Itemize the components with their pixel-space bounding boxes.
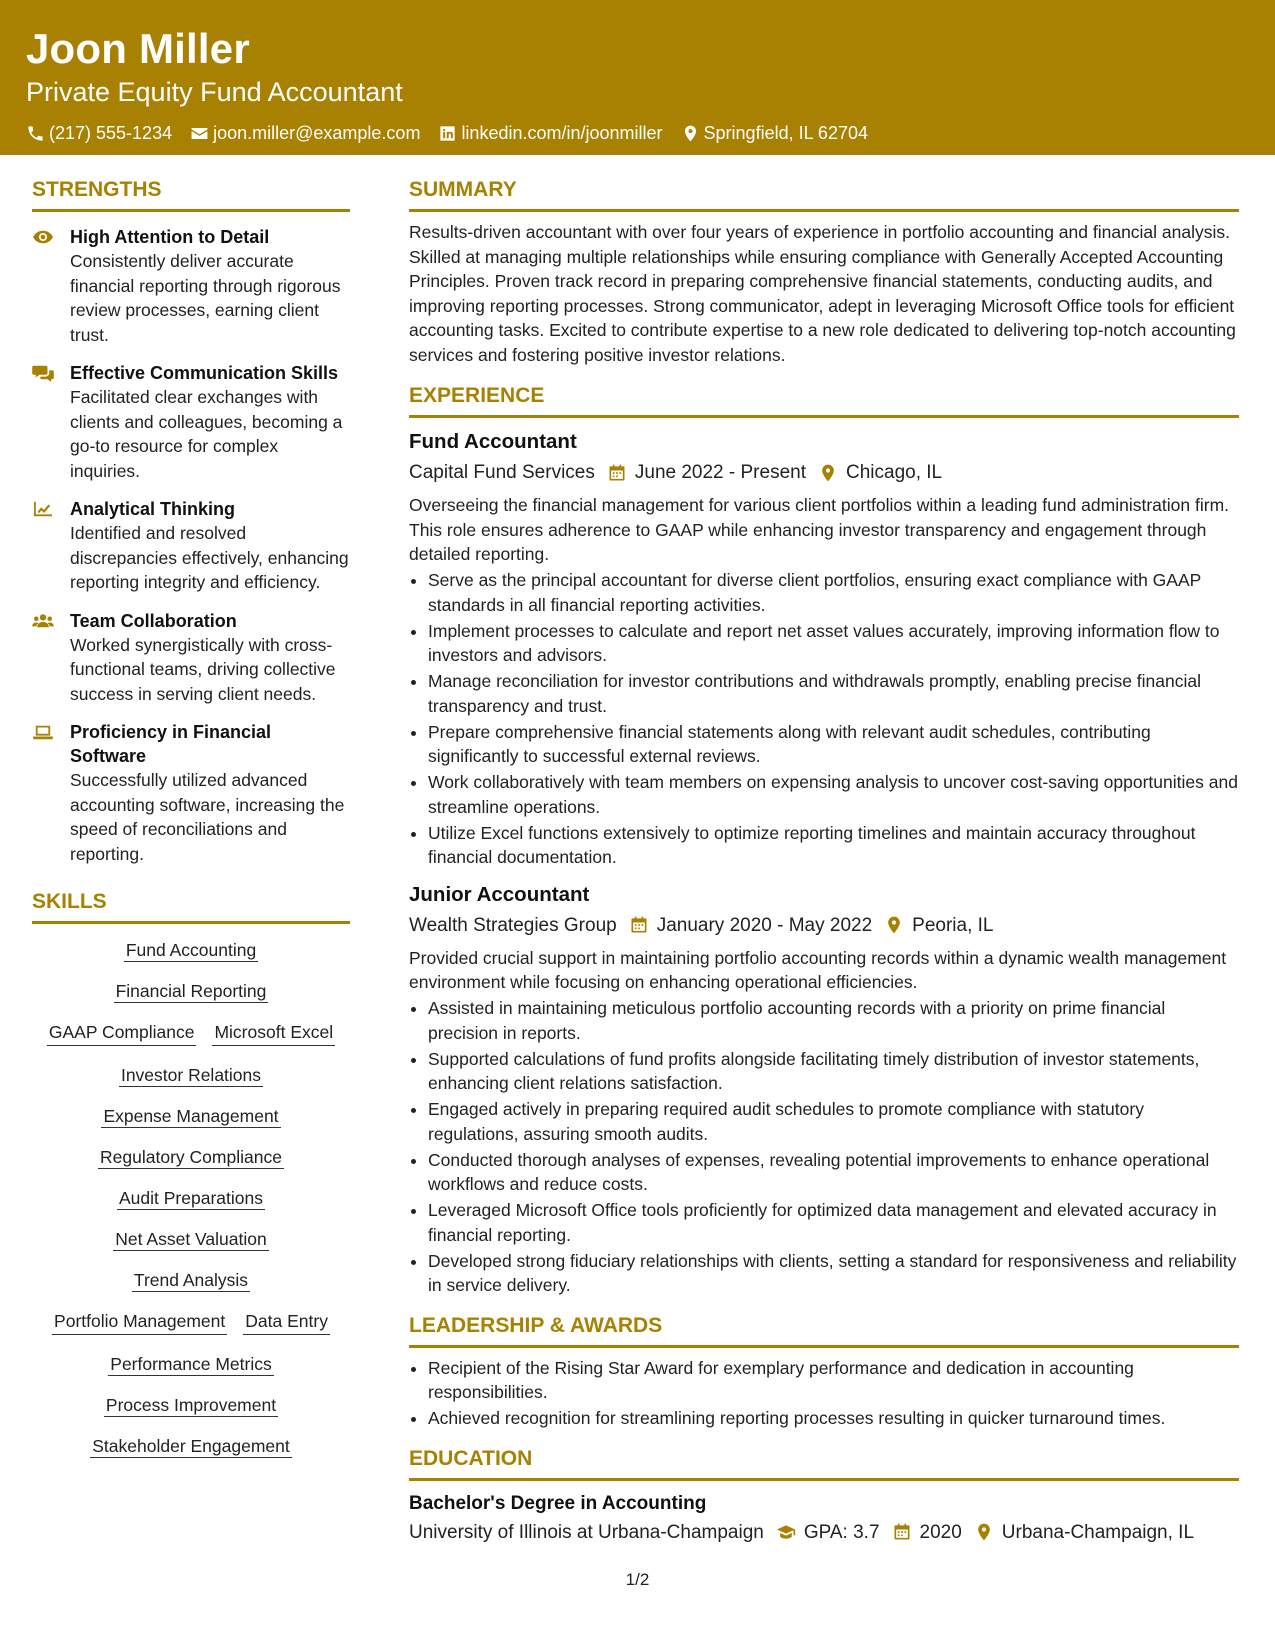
- skill-tag: Net Asset Valuation: [115, 1229, 267, 1249]
- strength-desc: Successfully utilized advanced accounting software, increasing the speed of reconciliations and reporting.: [70, 770, 345, 864]
- phone-icon: [26, 124, 45, 143]
- strength-title: Proficiency in Financial Software: [70, 722, 272, 766]
- education-meta: [409, 1519, 1239, 1546]
- users-icon: [32, 612, 54, 630]
- skill-row: [32, 1434, 350, 1458]
- skill-tag: Portfolio Management: [52, 1309, 227, 1335]
- envelope-icon: [190, 124, 209, 143]
- comments-icon: [32, 364, 54, 382]
- contact-location: [681, 121, 868, 145]
- job-entry: [409, 428, 1239, 870]
- job-bullet: • Work collaboratively with team members on expensing analysis to uncover cost-saving opportunities and streamline operations.: [428, 770, 1239, 819]
- job-bullet: • Manage reconciliation for investor contributions and withdrawals promptly, enabling precise financial transparency and trust.: [428, 669, 1239, 718]
- eye-icon: [32, 228, 54, 246]
- skill-tag: Investor Relations: [120, 1065, 262, 1085]
- skill-row: [32, 1352, 350, 1376]
- candidate-title: Private Equity Fund Accountant: [26, 77, 403, 107]
- right-column: [409, 176, 1239, 1546]
- calendar-icon: [892, 1522, 912, 1542]
- strength-desc: Facilitated clear exchanges with clients and colleagues, becoming a go-to resource for complex inquiries.: [70, 387, 343, 481]
- skill-row: [32, 1227, 350, 1251]
- job-bullet: • Utilize Excel functions extensively to optimize reporting timelines and maintain accuracy throughout financial documentation.: [428, 821, 1239, 870]
- contact-bar: [26, 121, 1275, 145]
- strength-title: Analytical Thinking: [70, 499, 236, 519]
- contact-linkedin[interactable]: [438, 121, 662, 145]
- candidate-name: Joon Miller: [26, 25, 250, 72]
- education-heading: EDUCATION: [409, 1445, 1239, 1481]
- job-bullet: • Leveraged Microsoft Office tools proficiently for optimized data management and elevated accuracy in financial reporting.: [428, 1198, 1239, 1247]
- job-bullet: • Supported calculations of fund profits alongside facilitating timely distribution of investor statements, enhancing client relations satisfaction.: [428, 1047, 1239, 1096]
- skill-row: [32, 1145, 350, 1169]
- job-bullet: • Implement processes to calculate and report net asset values accurately, improving information flow to investors and advisors.: [428, 619, 1239, 668]
- leadership-heading: LEADERSHIP & AWARDS: [409, 1312, 1239, 1348]
- strength-item: [32, 609, 350, 707]
- contact-phone: [26, 121, 172, 145]
- strength-item: [32, 720, 350, 866]
- job-bullet: • Conducted thorough analyses of expenses, revealing potential improvements to enhance operational workflows and reduce costs.: [428, 1148, 1239, 1197]
- skill-tag: GAAP Compliance: [47, 1020, 197, 1046]
- job-bullets: [428, 996, 1239, 1298]
- skill-tag: Expense Management: [103, 1106, 279, 1126]
- skill-tag: Stakeholder Engagement: [92, 1436, 290, 1456]
- skill-row: [32, 979, 350, 1003]
- leadership-list: [428, 1356, 1239, 1431]
- strengths-heading: STRENGTHS: [32, 176, 350, 212]
- strength-item: [32, 361, 350, 483]
- skills-heading: SKILLS: [32, 888, 350, 924]
- leadership-item: • Recipient of the Rising Star Award for exemplary performance and dedication in accounting responsibilities.: [428, 1356, 1239, 1405]
- skills-list: [32, 938, 350, 1458]
- graduation-cap-icon: [776, 1522, 796, 1542]
- contact-phone-text: (217) 555-1234: [49, 123, 173, 143]
- contact-email[interactable]: [190, 121, 420, 145]
- skill-row: [32, 938, 350, 962]
- education-year: 2020: [919, 1521, 962, 1543]
- strength-item: [32, 225, 350, 347]
- job-meta: [409, 459, 1239, 486]
- skill-tag: Performance Metrics: [110, 1354, 272, 1374]
- contact-linkedin-text[interactable]: linkedin.com/in/joonmiller: [461, 123, 663, 143]
- strength-title: Effective Communication Skills: [70, 363, 339, 383]
- skill-tag: Process Improvement: [105, 1395, 277, 1415]
- skill-tag: Trend Analysis: [133, 1270, 249, 1290]
- chart-line-icon: [32, 500, 54, 518]
- contact-email-text[interactable]: joon.miller@example.com: [213, 123, 421, 143]
- skill-tag: Financial Reporting: [115, 981, 267, 1001]
- linkedin-icon: [438, 124, 457, 143]
- skill-tag: Audit Preparations: [119, 1188, 263, 1208]
- job-bullet: • Assisted in maintaining meticulous portfolio accounting records with a priority on prime financial precision in reports.: [428, 996, 1239, 1045]
- experience-heading: EXPERIENCE: [409, 382, 1239, 418]
- summary-heading: SUMMARY: [409, 176, 1239, 212]
- job-company: Capital Fund Services: [409, 462, 595, 483]
- job-bullet: • Engaged actively in preparing required audit schedules to promote compliance with statutory regulations, assuring smooth audits.: [428, 1097, 1239, 1146]
- job-description: Provided crucial support in maintaining portfolio accounting records within a dynamic wealth management environment while focusing on enhancing operational efficiencies.: [409, 947, 1227, 992]
- summary-text: Results-driven accountant with over four years of experience in portfolio accounting and financial analysis. Skilled at managing multiple relationships while ensuring compliance with Generally Accepted Accounting Principles. Proven track record in preparing comprehensive financial statements, conducting audits, and improving reporting processes. Strong communicator, adept in leveraging Microsoft Office tools for efficient accounting tasks. Excited to contribute expertise to a new role dedicated to delivering top-notch accounting services and fostering positive investor relations.: [409, 222, 1236, 365]
- map-marker-icon: [681, 124, 700, 143]
- strength-desc: Worked synergistically with cross-functional teams, driving collective success in serving client needs.: [70, 634, 336, 704]
- skill-tag: Microsoft Excel: [212, 1020, 335, 1046]
- education-gpa: GPA: 3.7: [803, 1521, 880, 1543]
- job-location: Peoria, IL: [912, 914, 994, 936]
- skill-tag: Data Entry: [243, 1309, 330, 1335]
- education-location: Urbana-Champaign, IL: [1001, 1521, 1195, 1543]
- job-dates: June 2022 - Present: [634, 462, 806, 483]
- left-column: [32, 176, 350, 1458]
- job-title: Junior Accountant: [409, 882, 590, 906]
- job-bullet: • Serve as the principal accountant for diverse client portfolios, ensuring exact compliance with GAAP standards in all financial reporting activities.: [428, 568, 1239, 617]
- resume-header: [0, 0, 1275, 155]
- skill-tag: Fund Accounting: [125, 940, 257, 960]
- map-marker-icon: [974, 1522, 994, 1542]
- job-title: Fund Accountant: [409, 430, 577, 453]
- job-location: Chicago, IL: [846, 462, 943, 483]
- skill-tag: Regulatory Compliance: [100, 1147, 282, 1167]
- skill-row: [32, 1063, 350, 1087]
- job-bullets: [428, 568, 1239, 870]
- skill-row: [32, 1268, 350, 1292]
- map-marker-icon: [884, 915, 904, 935]
- job-entry: [409, 881, 1239, 1298]
- skill-row: [32, 1104, 350, 1128]
- job-bullet: • Developed strong fiduciary relationships with clients, setting a standard for responsiveness and reliability in service delivery.: [428, 1249, 1239, 1298]
- calendar-icon: [607, 463, 627, 483]
- strength-desc: Identified and resolved discrepancies effectively, enhancing reporting integrity and efficiency.: [70, 523, 349, 592]
- strength-desc: Consistently deliver accurate financial reporting through rigorous review processes, earning client trust.: [70, 251, 341, 345]
- leadership-item: • Achieved recognition for streamlining reporting processes resulting in quicker turnaround times.: [428, 1406, 1239, 1431]
- strengths-list: [32, 225, 350, 866]
- education-school: University of Illinois at Urbana-Champaign: [409, 1521, 764, 1543]
- page-number: 1/2: [625, 1570, 650, 1589]
- strength-item: [32, 497, 350, 595]
- job-meta: [409, 912, 1239, 939]
- laptop-icon: [32, 723, 54, 741]
- strength-title: High Attention to Detail: [70, 227, 270, 247]
- strength-title: Team Collaboration: [70, 610, 237, 631]
- job-dates: January 2020 - May 2022: [656, 914, 873, 936]
- calendar-icon: [629, 915, 649, 935]
- job-company: Wealth Strategies Group: [409, 914, 617, 936]
- contact-location-text: Springfield, IL 62704: [703, 123, 868, 143]
- map-marker-icon: [818, 463, 838, 483]
- skill-row: [32, 1393, 350, 1417]
- job-bullet: • Prepare comprehensive financial statements along with relevant audit schedules, contributing significantly to successful external reviews.: [428, 720, 1239, 769]
- job-description: Overseeing the financial management for various client portfolios within a leading fund administration firm. This role ensures adherence to GAAP while enhancing investor transparency and engagement through detailed reporting.: [409, 495, 1230, 564]
- skill-row: [32, 1186, 350, 1210]
- education-degree: Bachelor's Degree in Accounting: [409, 1492, 707, 1514]
